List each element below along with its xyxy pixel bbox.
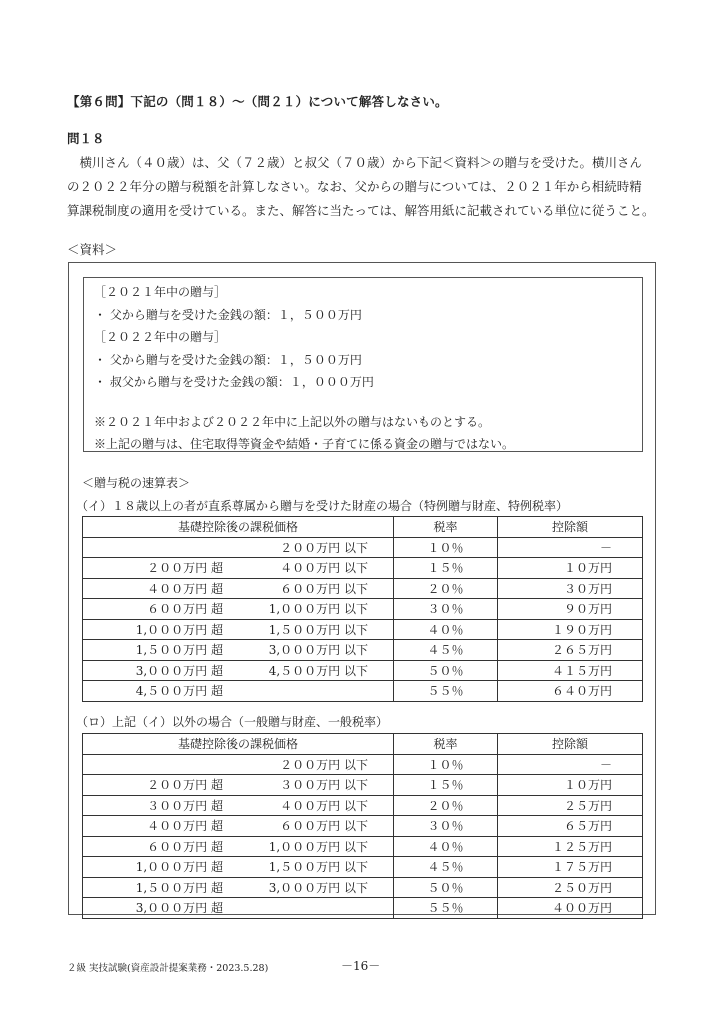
deduction-cell: ６５万円 xyxy=(498,816,643,837)
over-cell: ４００万円 超 xyxy=(83,578,224,599)
over-cell xyxy=(83,537,224,558)
table-row xyxy=(83,836,643,857)
gift-details-box xyxy=(83,277,643,452)
deduction-cell: １２５万円 xyxy=(498,836,643,857)
upto-cell: 1,５００万円 以下 xyxy=(223,619,394,640)
deduction-cell: － xyxy=(498,537,643,558)
upto-cell: ２００万円 以下 xyxy=(223,537,394,558)
table-row xyxy=(83,537,643,558)
materials-label: ＜資料＞ xyxy=(67,242,118,257)
upto-cell: 1,５００万円 以下 xyxy=(223,857,394,878)
table-row xyxy=(83,816,643,837)
table-ro-title: （ロ）上記（イ）以外の場合（一般贈与財産、一般税率） xyxy=(76,715,389,729)
table-row xyxy=(83,558,643,579)
deduction-cell: １０万円 xyxy=(498,558,643,579)
over-cell: 4,５００万円 超 xyxy=(83,681,224,702)
upto-cell: 4,５００万円 以下 xyxy=(223,660,394,681)
over-cell: 3,０００万円 超 xyxy=(83,898,224,919)
deduction-cell: ３０万円 xyxy=(498,578,643,599)
table-row xyxy=(83,660,643,681)
table-row xyxy=(83,619,643,640)
rate-cell: １５％ xyxy=(394,775,498,796)
upto-cell xyxy=(223,898,394,919)
table-row xyxy=(83,877,643,898)
over-cell xyxy=(83,754,224,775)
page-number: －16－ xyxy=(341,959,381,973)
rate-cell: １５％ xyxy=(394,558,498,579)
table-header-row xyxy=(83,734,643,755)
upto-cell: ４００万円 以下 xyxy=(223,558,394,579)
gift-item: ・ 叔父から贈与を受けた金銭の額：１，０００万円 xyxy=(94,375,374,389)
table-row xyxy=(83,898,643,919)
upto-cell: ２００万円 以下 xyxy=(223,754,394,775)
upto-cell: 3,０００万円 以下 xyxy=(223,640,394,661)
rate-cell: ２０％ xyxy=(394,795,498,816)
gift-item: ・ 父から贈与を受けた金銭の額：１，５００万円 xyxy=(94,307,362,322)
question-line: 算課税制度の適用を受けている。また、解答に当たっては、解答用紙に記載されている単位に従うこと。 xyxy=(67,203,655,218)
rate-cell: ５０％ xyxy=(394,660,498,681)
over-cell: 1,５００万円 超 xyxy=(83,877,224,898)
upto-cell xyxy=(223,681,394,702)
rate-cell: １０％ xyxy=(394,754,498,775)
deduction-cell: １９０万円 xyxy=(498,619,643,640)
special-rate-table xyxy=(82,516,643,702)
upto-cell: ６００万円 以下 xyxy=(223,816,394,837)
table-header-row xyxy=(83,517,643,538)
deduction-cell: １０万円 xyxy=(498,775,643,796)
header-rate: 税率 xyxy=(394,734,498,755)
rate-cell: ４０％ xyxy=(394,619,498,640)
question-text xyxy=(67,151,667,223)
footer-exam-info: ２級 実技試験(資産設計提案業務・2023.5.28) xyxy=(67,963,269,974)
deduction-cell: － xyxy=(498,754,643,775)
rate-cell: ４５％ xyxy=(394,640,498,661)
rate-cell: ５０％ xyxy=(394,877,498,898)
rate-cell: ３０％ xyxy=(394,816,498,837)
deduction-cell: ９０万円 xyxy=(498,599,643,620)
deduction-cell: ４００万円 xyxy=(498,898,643,919)
over-cell: ３００万円 超 xyxy=(83,795,224,816)
deduction-cell: ４１５万円 xyxy=(498,660,643,681)
table-row xyxy=(83,578,643,599)
rate-cell: ２０％ xyxy=(394,578,498,599)
upto-cell: 1,０００万円 以下 xyxy=(223,836,394,857)
over-cell: 1,０００万円 超 xyxy=(83,857,224,878)
header-taxable-value: 基礎控除後の課税価格 xyxy=(83,734,394,755)
header-rate: 税率 xyxy=(394,517,498,538)
table-row xyxy=(83,775,643,796)
over-cell: 1,０００万円 超 xyxy=(83,619,224,640)
table-row xyxy=(83,754,643,775)
over-cell: ２００万円 超 xyxy=(83,775,224,796)
rate-table-heading: ＜贈与税の速算表＞ xyxy=(82,476,191,490)
header-deduction: 控除額 xyxy=(498,517,643,538)
deduction-cell: ２５０万円 xyxy=(498,877,643,898)
table-row xyxy=(83,681,643,702)
over-cell: ６００万円 超 xyxy=(83,599,224,620)
header-deduction: 控除額 xyxy=(498,734,643,755)
table-row xyxy=(83,795,643,816)
over-cell: 1,５００万円 超 xyxy=(83,640,224,661)
gift-item: ・ 父から贈与を受けた金銭の額：１，５００万円 xyxy=(94,352,362,367)
table-i-title: （イ）１８歳以上の者が直系尊属から贈与を受けた財産の場合（特例贈与財産、特例税率） xyxy=(76,499,569,513)
gift-year-heading: ［２０２２年中の贈与］ xyxy=(94,330,227,344)
rate-cell: ３０％ xyxy=(394,599,498,620)
rate-cell: １０％ xyxy=(394,537,498,558)
deduction-cell: ６４０万円 xyxy=(498,681,643,702)
over-cell: 3,０００万円 超 xyxy=(83,660,224,681)
question-line: 横川さん（４０歳）は、父（７２歳）と叔父（７０歳）から下記＜資料＞の贈与を受けた。横川さん xyxy=(67,155,643,170)
gift-year-heading: ［２０２１年中の贈与］ xyxy=(94,285,227,299)
header-taxable-value: 基礎控除後の課税価格 xyxy=(83,517,394,538)
over-cell: ６００万円 超 xyxy=(83,836,224,857)
upto-cell: 3,０００万円 以下 xyxy=(223,877,394,898)
deduction-cell: １７５万円 xyxy=(498,857,643,878)
table-row xyxy=(83,857,643,878)
upto-cell: ３００万円 以下 xyxy=(223,775,394,796)
section-title: 【第６問】下記の（問１８）～（問２１）について解答しなさい。 xyxy=(67,94,448,109)
upto-cell: ６００万円 以下 xyxy=(223,578,394,599)
rate-cell: ５５％ xyxy=(394,898,498,919)
upto-cell: 1,０００万円 以下 xyxy=(223,599,394,620)
table-row xyxy=(83,640,643,661)
general-rate-table xyxy=(82,733,643,919)
note: ※上記の贈与は、住宅取得等資金や結婚・子育てに係る資金の贈与ではない。 xyxy=(94,437,515,451)
deduction-cell: ２６５万円 xyxy=(498,640,643,661)
question-number: 問１８ xyxy=(67,131,105,146)
over-cell: ２００万円 超 xyxy=(83,558,224,579)
note: ※２０２１年中および２０２２年中に上記以外の贈与はないものとする。 xyxy=(94,414,491,429)
question-line: の２０２２年分の贈与税額を計算しなさい。なお、父からの贈与については、２０２１年から相続時精 xyxy=(67,179,642,194)
rate-cell: ５５％ xyxy=(394,681,498,702)
table-row xyxy=(83,599,643,620)
rate-cell: ４５％ xyxy=(394,857,498,878)
over-cell: ４００万円 超 xyxy=(83,816,224,837)
deduction-cell: ２５万円 xyxy=(498,795,643,816)
rate-cell: ４０％ xyxy=(394,836,498,857)
upto-cell: ４００万円 以下 xyxy=(223,795,394,816)
